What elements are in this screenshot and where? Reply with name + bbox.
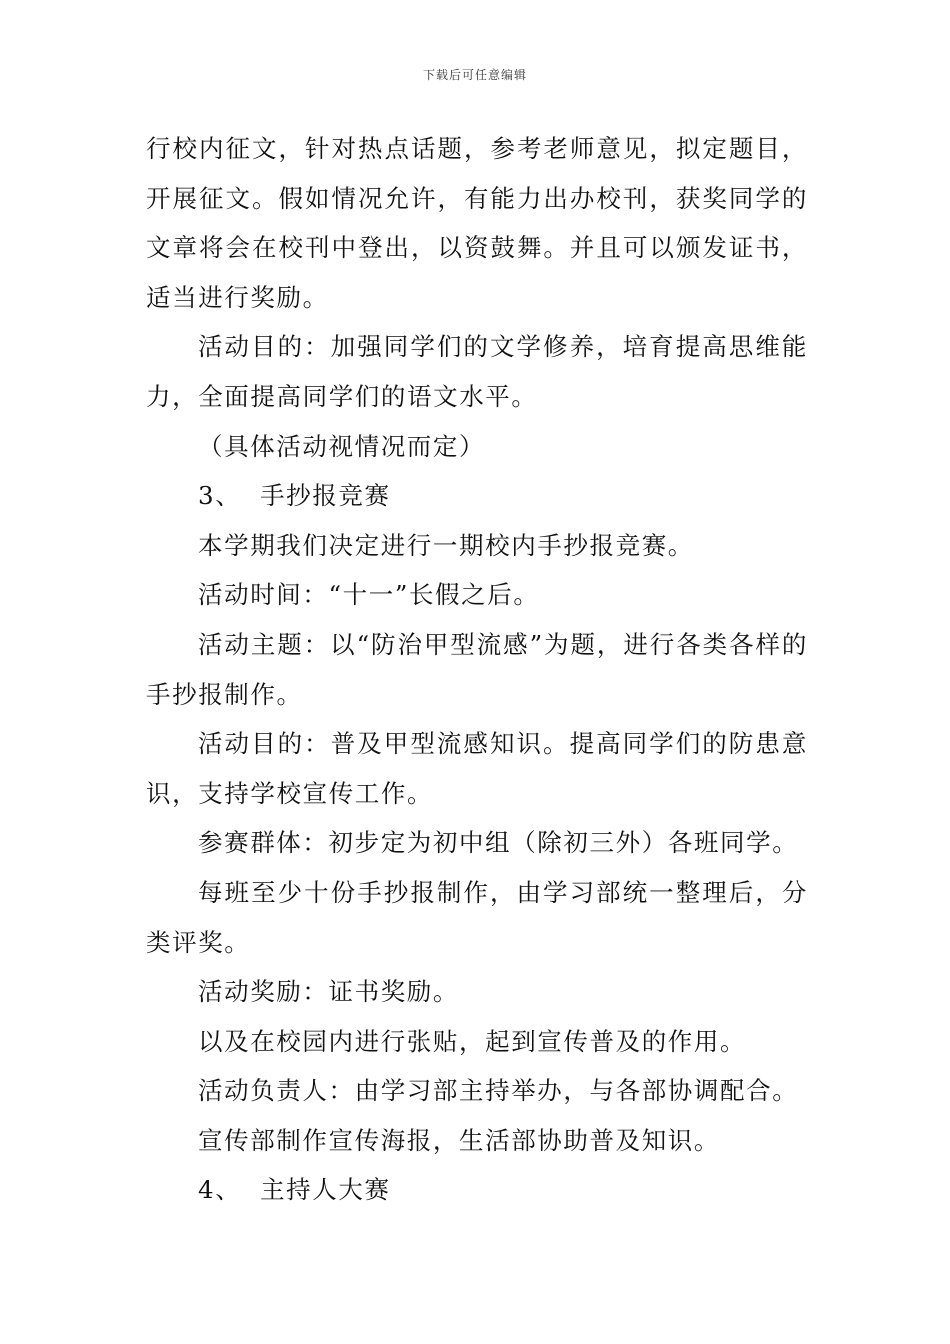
paragraph-newspaper-posting: 以及在校园内进行张贴，起到宣传普及的作用。 [198,1026,747,1056]
paragraph-newspaper-quota: 每班至少十份手抄报制作，由学习部统一整理后，分类评奖。 [146,877,808,957]
paragraph-newspaper-theme: 活动主题：以“防治甲型流感”为题，进行各类各样的手抄报制作。 [146,629,808,709]
paragraph-essay-contest: 行校内征文，针对热点话题，参考老师意见，拟定题目，开展征文。假如情况允许，有能力出办校刊，获奖同学的文章将会在校刊中登出，以资鼓舞。并且可以颁发证书，适当进行奖励。 [146,134,808,312]
paragraph-essay-purpose: 活动目的：加强同学们的文学修养，培育提高思维能力，全面提高同学们的语文水平。 [146,332,808,411]
document-body [146,124,808,1215]
section-heading-host-contest: 4、 主持人大赛 [198,1175,391,1205]
paragraph-newspaper-publicity: 宣传部制作宣传海报，生活部协助普及知识。 [198,1125,720,1155]
page-header: 下载后可任意编辑 [422,68,527,82]
paragraph-newspaper-time: 活动时间：“十一”长假之后。 [198,580,540,610]
paragraph-newspaper-purpose: 活动目的：普及甲型流感知识。提高同学们的防患意识，支持学校宣传工作。 [146,729,808,808]
paragraph-newspaper-organizer: 活动负责人：由学习部主持举办，与各部协调配合。 [198,1076,799,1106]
paragraph-newspaper-reward: 活动奖励：证书奖励。 [198,977,459,1007]
section-heading-handwritten-newspaper: 3、 手抄报竞赛 [198,481,391,511]
paragraph-newspaper-participants: 参赛群体：初步定为初中组（除初三外）各班同学。 [198,828,799,858]
paragraph-newspaper-intro: 本学期我们决定进行一期校内手抄报竞赛。 [198,530,694,560]
paragraph-essay-note: （具体活动视情况而定） [198,431,486,461]
